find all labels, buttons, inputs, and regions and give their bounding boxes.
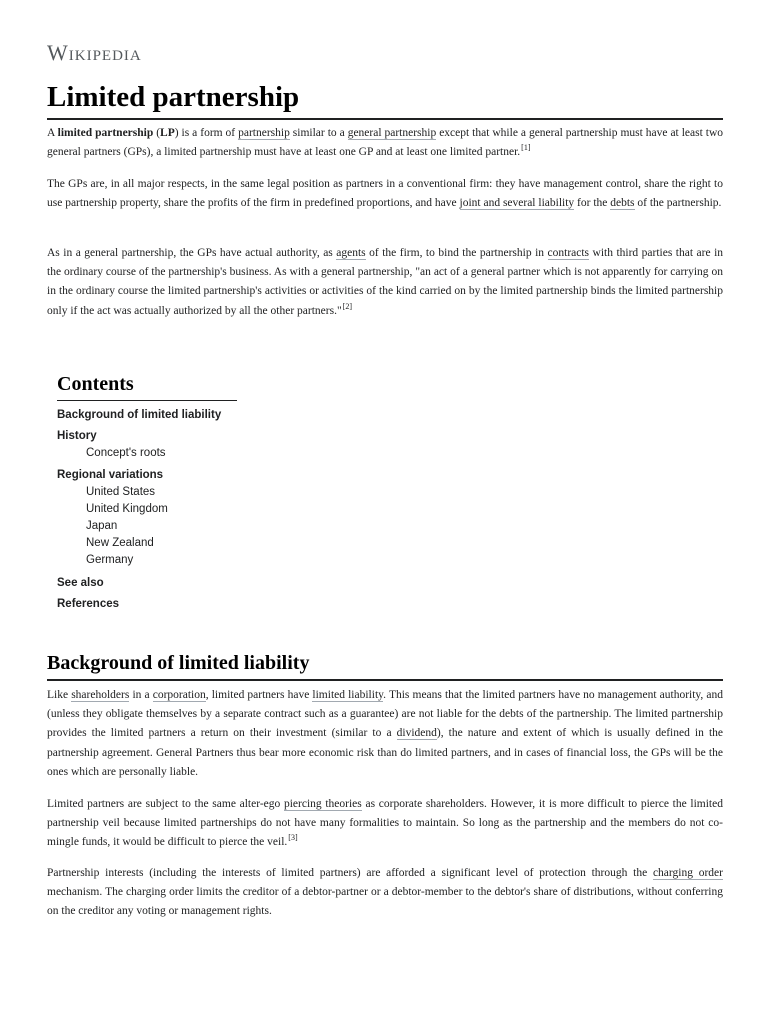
toc-item-regional-variations[interactable]: Regional variations <box>57 469 164 481</box>
bold-term: LP <box>160 127 175 139</box>
toc-item-references[interactable]: References <box>57 598 120 610</box>
background-paragraph-2: Limited partners are subject to the same alter-ego piercing theories as corporate shareholders. However, it is more difficult to pierce the limited partnership veil because limited partnerships do not have many formalities to maintain. So long as the partnership and the members do not co-mingle funds, it would be difficult to pierce the veil.[3] <box>47 798 723 849</box>
toc-item-germany[interactable]: Germany <box>86 554 134 566</box>
toc-item-history[interactable]: History <box>57 430 97 442</box>
toc-item-background[interactable]: Background of limited liability <box>57 409 222 421</box>
link-joint-and-several-liability[interactable]: joint and several liability <box>459 197 575 210</box>
page-title: Limited partnership <box>47 78 723 120</box>
intro-paragraph-1: A limited partnership (LP) is a form of partnership similar to a general partnership except that while a general partnership must have at least two general partners (GPs), a limited partnership must have at least one GP and at least one limited partner.[1] <box>47 127 723 159</box>
reference-link[interactable]: [2] <box>342 301 352 311</box>
reference-link[interactable]: [3] <box>288 833 298 843</box>
intro-paragraph-3: As in a general partnership, the GPs have actual authority, as agents of the firm, to bind the partnership in contracts with third parties that are in the ordinary course of the partnership's business. As with a general partnership, "an act of a general partner which is not apparently for carrying on in the ordinary course the limited partnership's activities or activities of the kind carried on by the limited partnership binds the limited partnership only if the act was actually authorized by all the other partners."[2] <box>47 247 724 317</box>
background-paragraph-1: Like shareholders in a corporation, limited partners have limited liability. This means that the limited partners have no management authority, and (unless they obligate themselves by a separate contract such as a guarantee) are not liable for the debts of the partnership. The limited partnership provides the limited partners a return on their investment (similar to a dividend), the nature and extent of which is usually defined in the partnership agreement. General Partners thus bear more economic risk than do limited partners, and in cases of financial loss, the GPs will be the ones which are personally liable. <box>47 689 724 778</box>
link-shareholders[interactable]: shareholders <box>71 689 130 701</box>
link-contracts[interactable]: contracts <box>547 247 590 259</box>
reference-link[interactable]: [1] <box>521 143 531 153</box>
link-agents[interactable]: agents <box>336 247 366 259</box>
toc-item-united-states[interactable]: United States <box>86 486 156 498</box>
link-general-partnership[interactable]: general partnership <box>347 127 437 139</box>
table-of-contents <box>57 370 357 613</box>
link-corporation[interactable]: corporation <box>152 689 206 701</box>
toc-item-new-zealand[interactable]: New Zealand <box>86 537 154 549</box>
wikipedia-wordmark[interactable]: Wikipedia <box>47 40 142 65</box>
bold-term: limited partnership <box>57 127 154 139</box>
background-paragraph-3: Partnership interests (including the interests of limited partners) are afforded a significant level of protection through the charging order mechanism. The charging order limits the creditor of a debtor-partner or a debtor-member to the debtor's share of distributions, without conferring on the creditor any voting or management rights. <box>47 867 723 918</box>
section-heading-background: Background of limited liability <box>47 649 723 681</box>
intro-paragraph-2: The GPs are, in all major respects, in the same legal position as partners in a conventional firm: they have management control, share the right to use partnership property, share the profits of the firm in predefined proportions, and have joint and several liability for the debts of the partnership. <box>47 178 723 210</box>
link-charging-order[interactable]: charging order <box>652 867 723 879</box>
toc-item-see-also[interactable]: See also <box>57 577 104 589</box>
toc-item-concepts-roots[interactable]: Concept's roots <box>86 447 166 459</box>
toc-item-japan[interactable]: Japan <box>86 520 118 532</box>
link-limited-liability[interactable]: limited liability <box>312 689 384 701</box>
toc-title: Contents <box>57 370 237 401</box>
link-partnership[interactable]: partnership <box>238 127 290 139</box>
link-debts[interactable]: debts <box>610 197 635 210</box>
toc-item-united-kingdom[interactable]: United Kingdom <box>86 503 168 515</box>
link-piercing-theories[interactable]: piercing theories <box>283 798 362 810</box>
link-dividend[interactable]: dividend <box>396 727 437 740</box>
